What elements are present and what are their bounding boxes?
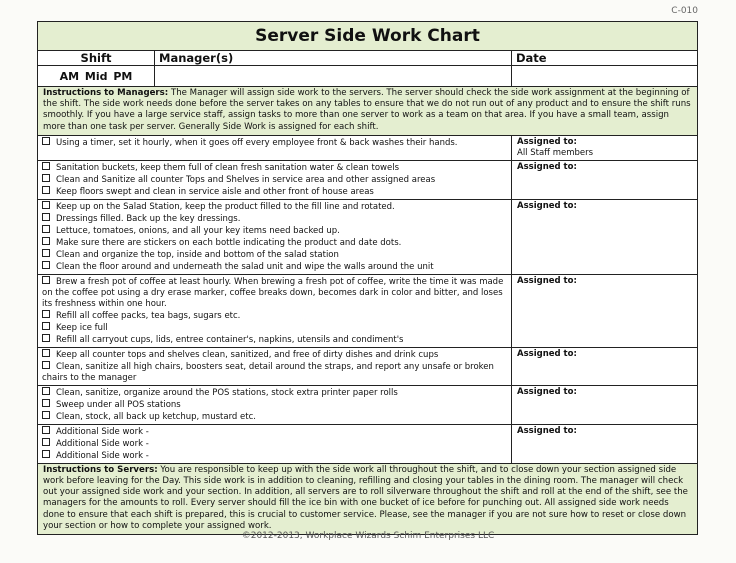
task-item	[42, 201, 507, 213]
task-item	[42, 261, 507, 273]
task-items	[38, 425, 512, 463]
task-item	[42, 399, 507, 411]
task-items	[38, 386, 512, 424]
task-items	[38, 161, 512, 199]
checkbox-icon[interactable]	[42, 225, 50, 233]
task-item-text: Brew a fresh pot of coffee at least hourly. When brewing a fresh pot of coffee, write the time it was made on the coffee pot using a dry erase marker, coffee breaks down, becomes dark in color and bitter, and loses its freshness within one hour.	[42, 276, 504, 309]
server-instructions-label: Instructions to Servers:	[43, 464, 158, 475]
copyright-footer: ©2012-2013, Workplace Wizards Schim Enterprises LLC	[241, 531, 495, 541]
date-field[interactable]	[512, 66, 697, 86]
shift-header: Shift	[38, 51, 155, 65]
checkbox-icon[interactable]	[42, 426, 50, 434]
task-item	[42, 349, 507, 361]
task-item-text: Sanitation buckets, keep them full of clean fresh sanitation water & clean towels	[56, 162, 399, 173]
assigned-to-label: Assigned to:	[517, 425, 577, 436]
manager-instructions-label: Instructions to Managers:	[43, 88, 169, 98]
checkbox-icon[interactable]	[42, 450, 50, 458]
task-item	[42, 213, 507, 225]
task-item	[42, 276, 507, 310]
task-item	[42, 225, 507, 237]
assigned-to-value: All Staff members	[517, 147, 594, 158]
header-row	[38, 51, 697, 66]
task-item-text: Keep all counter tops and shelves clean, sanitized, and free of dirty dishes and drink cups	[56, 349, 439, 360]
task-item	[42, 310, 507, 322]
work-chart-sheet	[37, 21, 698, 535]
task-item-text: Refill all coffee packs, tea bags, sugars etc.	[56, 310, 241, 321]
task-item-text: Keep floors swept and clean in service aisle and other front of house areas	[56, 186, 374, 197]
task-item	[42, 361, 507, 384]
date-header: Date	[516, 51, 547, 65]
task-item-text: Sweep under all POS stations	[56, 399, 181, 410]
task-item-text: Clean, sanitize, organize around the POS stations, stock extra printer paper rolls	[56, 387, 398, 398]
assigned-to-cell[interactable]	[512, 386, 697, 424]
task-items	[38, 200, 512, 274]
assigned-to-label: Assigned to:	[517, 200, 577, 211]
task-row	[38, 348, 697, 386]
task-items	[38, 275, 512, 347]
task-item-text: Clean, sanitize all high chairs, boosters seat, detail around the straps, and report any unsafe or broken chairs to the manager	[42, 361, 494, 383]
assigned-to-cell[interactable]	[512, 161, 697, 199]
assigned-to-label: Assigned to:	[517, 136, 577, 147]
document-code: C-010	[671, 6, 698, 16]
task-item	[42, 426, 507, 438]
assigned-to-cell[interactable]	[512, 136, 697, 160]
task-row	[38, 161, 697, 200]
checkbox-icon[interactable]	[42, 349, 50, 357]
task-item-text: Additional Side work -	[56, 450, 149, 461]
task-item-text: Keep up on the Salad Station, keep the product filled to the fill line and rotated.	[56, 201, 395, 212]
server-instructions	[38, 464, 697, 534]
task-item-text: Clean and organize the top, inside and bottom of the salad station	[56, 249, 339, 260]
checkbox-icon[interactable]	[42, 162, 50, 170]
task-items	[38, 348, 512, 385]
checkbox-icon[interactable]	[42, 201, 50, 209]
task-item	[42, 322, 507, 334]
checkbox-icon[interactable]	[42, 399, 50, 407]
task-item	[42, 334, 507, 346]
managers-field[interactable]	[155, 66, 512, 86]
checkbox-icon[interactable]	[42, 310, 50, 318]
checkbox-icon[interactable]	[42, 334, 50, 342]
task-item-text: Using a timer, set it hourly, when it goes off every employee front & back washes their hands.	[56, 137, 458, 148]
task-item	[42, 237, 507, 249]
task-item	[42, 137, 507, 149]
task-list	[38, 136, 697, 464]
task-row	[38, 275, 697, 348]
task-item	[42, 186, 507, 198]
assigned-to-cell[interactable]	[512, 348, 697, 385]
assigned-to-label: Assigned to:	[517, 161, 577, 172]
task-item	[42, 162, 507, 174]
task-row	[38, 136, 697, 161]
checkbox-icon[interactable]	[42, 438, 50, 446]
task-row	[38, 386, 697, 425]
checkbox-icon[interactable]	[42, 237, 50, 245]
assigned-to-cell[interactable]	[512, 275, 697, 347]
checkbox-icon[interactable]	[42, 322, 50, 330]
task-item-text: Keep ice full	[56, 322, 108, 333]
assigned-to-cell[interactable]	[512, 425, 697, 463]
task-item	[42, 438, 507, 450]
checkbox-icon[interactable]	[42, 411, 50, 419]
task-item	[42, 387, 507, 399]
task-items	[38, 136, 512, 160]
task-item-text: Refill all carryout cups, lids, entree container's, napkins, utensils and condiment's	[56, 334, 404, 345]
task-item	[42, 174, 507, 186]
checkbox-icon[interactable]	[42, 387, 50, 395]
shift-entry-row	[38, 66, 697, 87]
task-item-text: Additional Side work -	[56, 426, 149, 437]
assigned-to-label: Assigned to:	[517, 348, 577, 359]
assigned-to-label: Assigned to:	[517, 275, 577, 286]
server-instructions-text: You are responsible to keep up with the side work all throughout the shift, and to close down your section assigned side work before leaving for the Day. This side work is in addition to cleaning, refilling and closing your tables in the dining room. The manager will check out your assigned side work and your section. In addition, all servers are to roll silverware throughout the shift and roll at the end of the shift, see the managers for the amounts to roll. Every server should fill the ice bin with one bucket of ice before for punching out. All assigned side work needs done to ensure that each shift is prepared, this is crucial to customer service. Please, see the manager if you are not sure how to reset or close down your section or how to complete your assigned work.	[43, 464, 688, 531]
managers-header: Manager(s)	[155, 51, 512, 65]
checkbox-icon[interactable]	[42, 213, 50, 221]
task-item-text: Clean, stock, all back up ketchup, mustard etc.	[56, 411, 256, 422]
task-item-text: Additional Side work -	[56, 438, 149, 449]
checkbox-icon[interactable]	[42, 137, 50, 145]
task-item	[42, 249, 507, 261]
task-item-text: Make sure there are stickers on each bottle indicating the product and date dots.	[56, 237, 402, 248]
assigned-to-label: Assigned to:	[517, 386, 577, 397]
shift-options[interactable]: AM Mid PM	[38, 66, 155, 86]
assigned-to-cell[interactable]	[512, 200, 697, 274]
task-item	[42, 450, 507, 462]
checkbox-icon[interactable]	[42, 276, 50, 284]
task-item-text: Clean and Sanitize all counter Tops and Shelves in service area and other assigned areas	[56, 174, 436, 185]
checkbox-icon[interactable]	[42, 186, 50, 194]
manager-instructions-text: The Manager will assign side work to the servers. The server should check the side work assignment at the beginning of the shift. The side work needs done before the server takes on any tables to ensure that we do not run out of any product and to ensure the shift runs smoothly. If you have a large service staff, assign tasks to more than one server to work as a team on that area. If you have a small team, assign more than one task per server. Generally Side Work is assigned for each shift.	[43, 88, 691, 132]
task-row	[38, 200, 697, 275]
task-item	[42, 411, 507, 423]
manager-instructions	[38, 87, 697, 136]
chart-title: Server Side Work Chart	[38, 22, 697, 51]
task-item-text: Dressings filled. Back up the key dressings.	[56, 213, 241, 224]
checkbox-icon[interactable]	[42, 249, 50, 257]
task-item-text: Lettuce, tomatoes, onions, and all your key items need backed up.	[56, 225, 340, 236]
checkbox-icon[interactable]	[42, 174, 50, 182]
checkbox-icon[interactable]	[42, 361, 50, 369]
checkbox-icon[interactable]	[42, 261, 50, 269]
task-row	[38, 425, 697, 464]
task-item-text: Clean the floor around and underneath the salad unit and wipe the walls around the unit	[56, 261, 434, 272]
